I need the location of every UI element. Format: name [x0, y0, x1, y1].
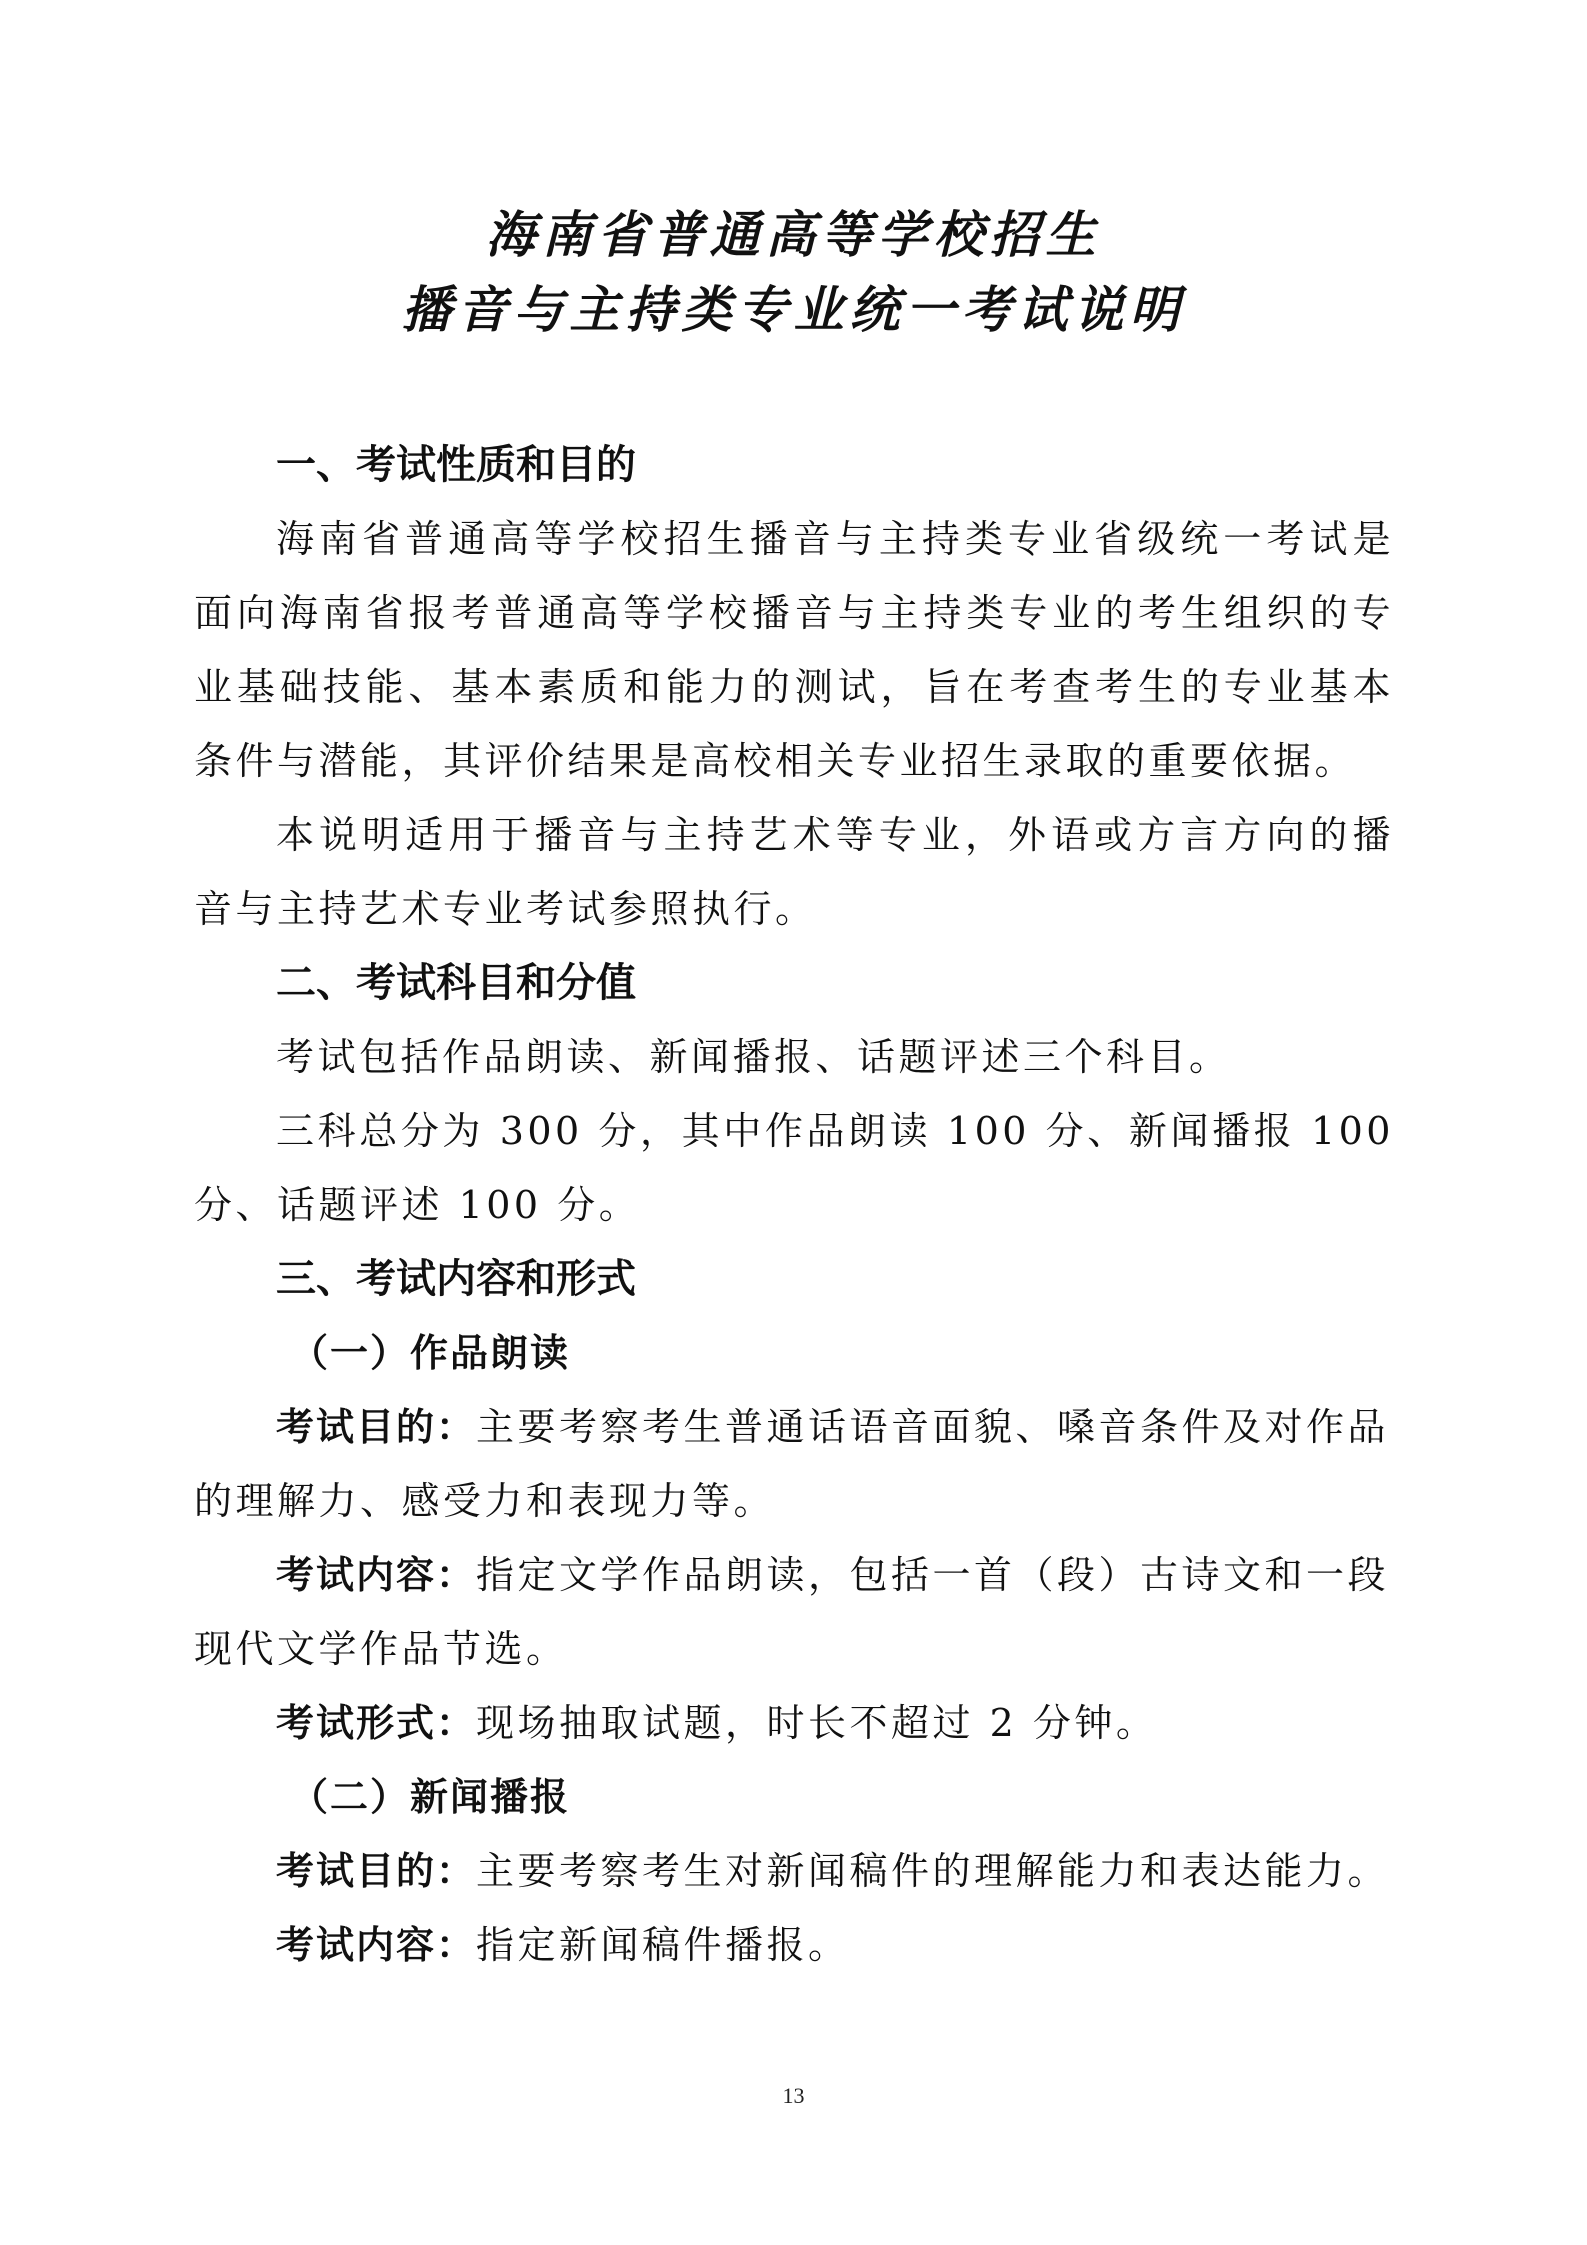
reading-form-text: 现场抽取试题，时长不超过 2 分钟。	[476, 1701, 1158, 1745]
news-content	[194, 1908, 1394, 1982]
subsection1-heading: （一）作品朗读	[290, 1331, 571, 1375]
reading-form-label: 考试形式：	[276, 1701, 477, 1745]
document-title-line2: 播音与主持类专业统一考试说明	[401, 280, 1186, 339]
page-number: 13	[782, 2083, 805, 2108]
reading-form	[194, 1686, 1394, 1760]
news-purpose-label: 考试目的：	[276, 1849, 477, 1893]
section1-paragraph1: 海南省普通高等学校招生播音与主持类专业省级统一考试是面向海南省报考普通高等学校播音与主持类专业的考生组织的专业基础技能、基本素质和能力的测试，旨在考查考生的专业基本条件与潜能，其评价结果是高校相关专业招生录取的重要依据。	[194, 517, 1394, 783]
reading-purpose-label: 考试目的：	[276, 1405, 477, 1449]
section1-paragraph2: 本说明适用于播音与主持艺术等专业，外语或方言方向的播音与主持艺术专业考试参照执行。	[194, 813, 1394, 931]
news-content-label: 考试内容：	[276, 1923, 477, 1967]
reading-purpose	[194, 1390, 1394, 1538]
section2-heading: 二、考试科目和分值	[276, 960, 636, 1006]
news-content-text: 指定新闻稿件播报。	[476, 1923, 850, 1967]
section1-heading: 一、考试性质和目的	[276, 442, 636, 488]
document-body	[194, 428, 1394, 1982]
section3-heading: 三、考试内容和形式	[276, 1256, 636, 1302]
news-purpose	[194, 1834, 1394, 1908]
section2-paragraph1: 考试包括作品朗读、新闻播报、话题评述三个科目。	[276, 1035, 1231, 1079]
reading-content-label: 考试内容：	[276, 1553, 477, 1597]
reading-purpose-text: 主要考察考生普通话语音面貌、嗓音条件及对作品的理解力、感受力和表现力等。	[194, 1405, 1390, 1523]
section2-paragraph2: 三科总分为 300 分，其中作品朗读 100 分、新闻播报 100 分、话题评述 100 分。	[194, 1109, 1394, 1227]
subsection2-heading: （二）新闻播报	[290, 1775, 571, 1819]
news-purpose-text: 主要考察考生对新闻稿件的理解能力和表达能力。	[476, 1849, 1390, 1893]
reading-content-text: 指定文学作品朗读，包括一首（段）古诗文和一段现代文学作品节选。	[194, 1553, 1390, 1671]
reading-content	[194, 1538, 1394, 1686]
document-title-line1: 海南省普通高等学校招生	[485, 205, 1102, 264]
